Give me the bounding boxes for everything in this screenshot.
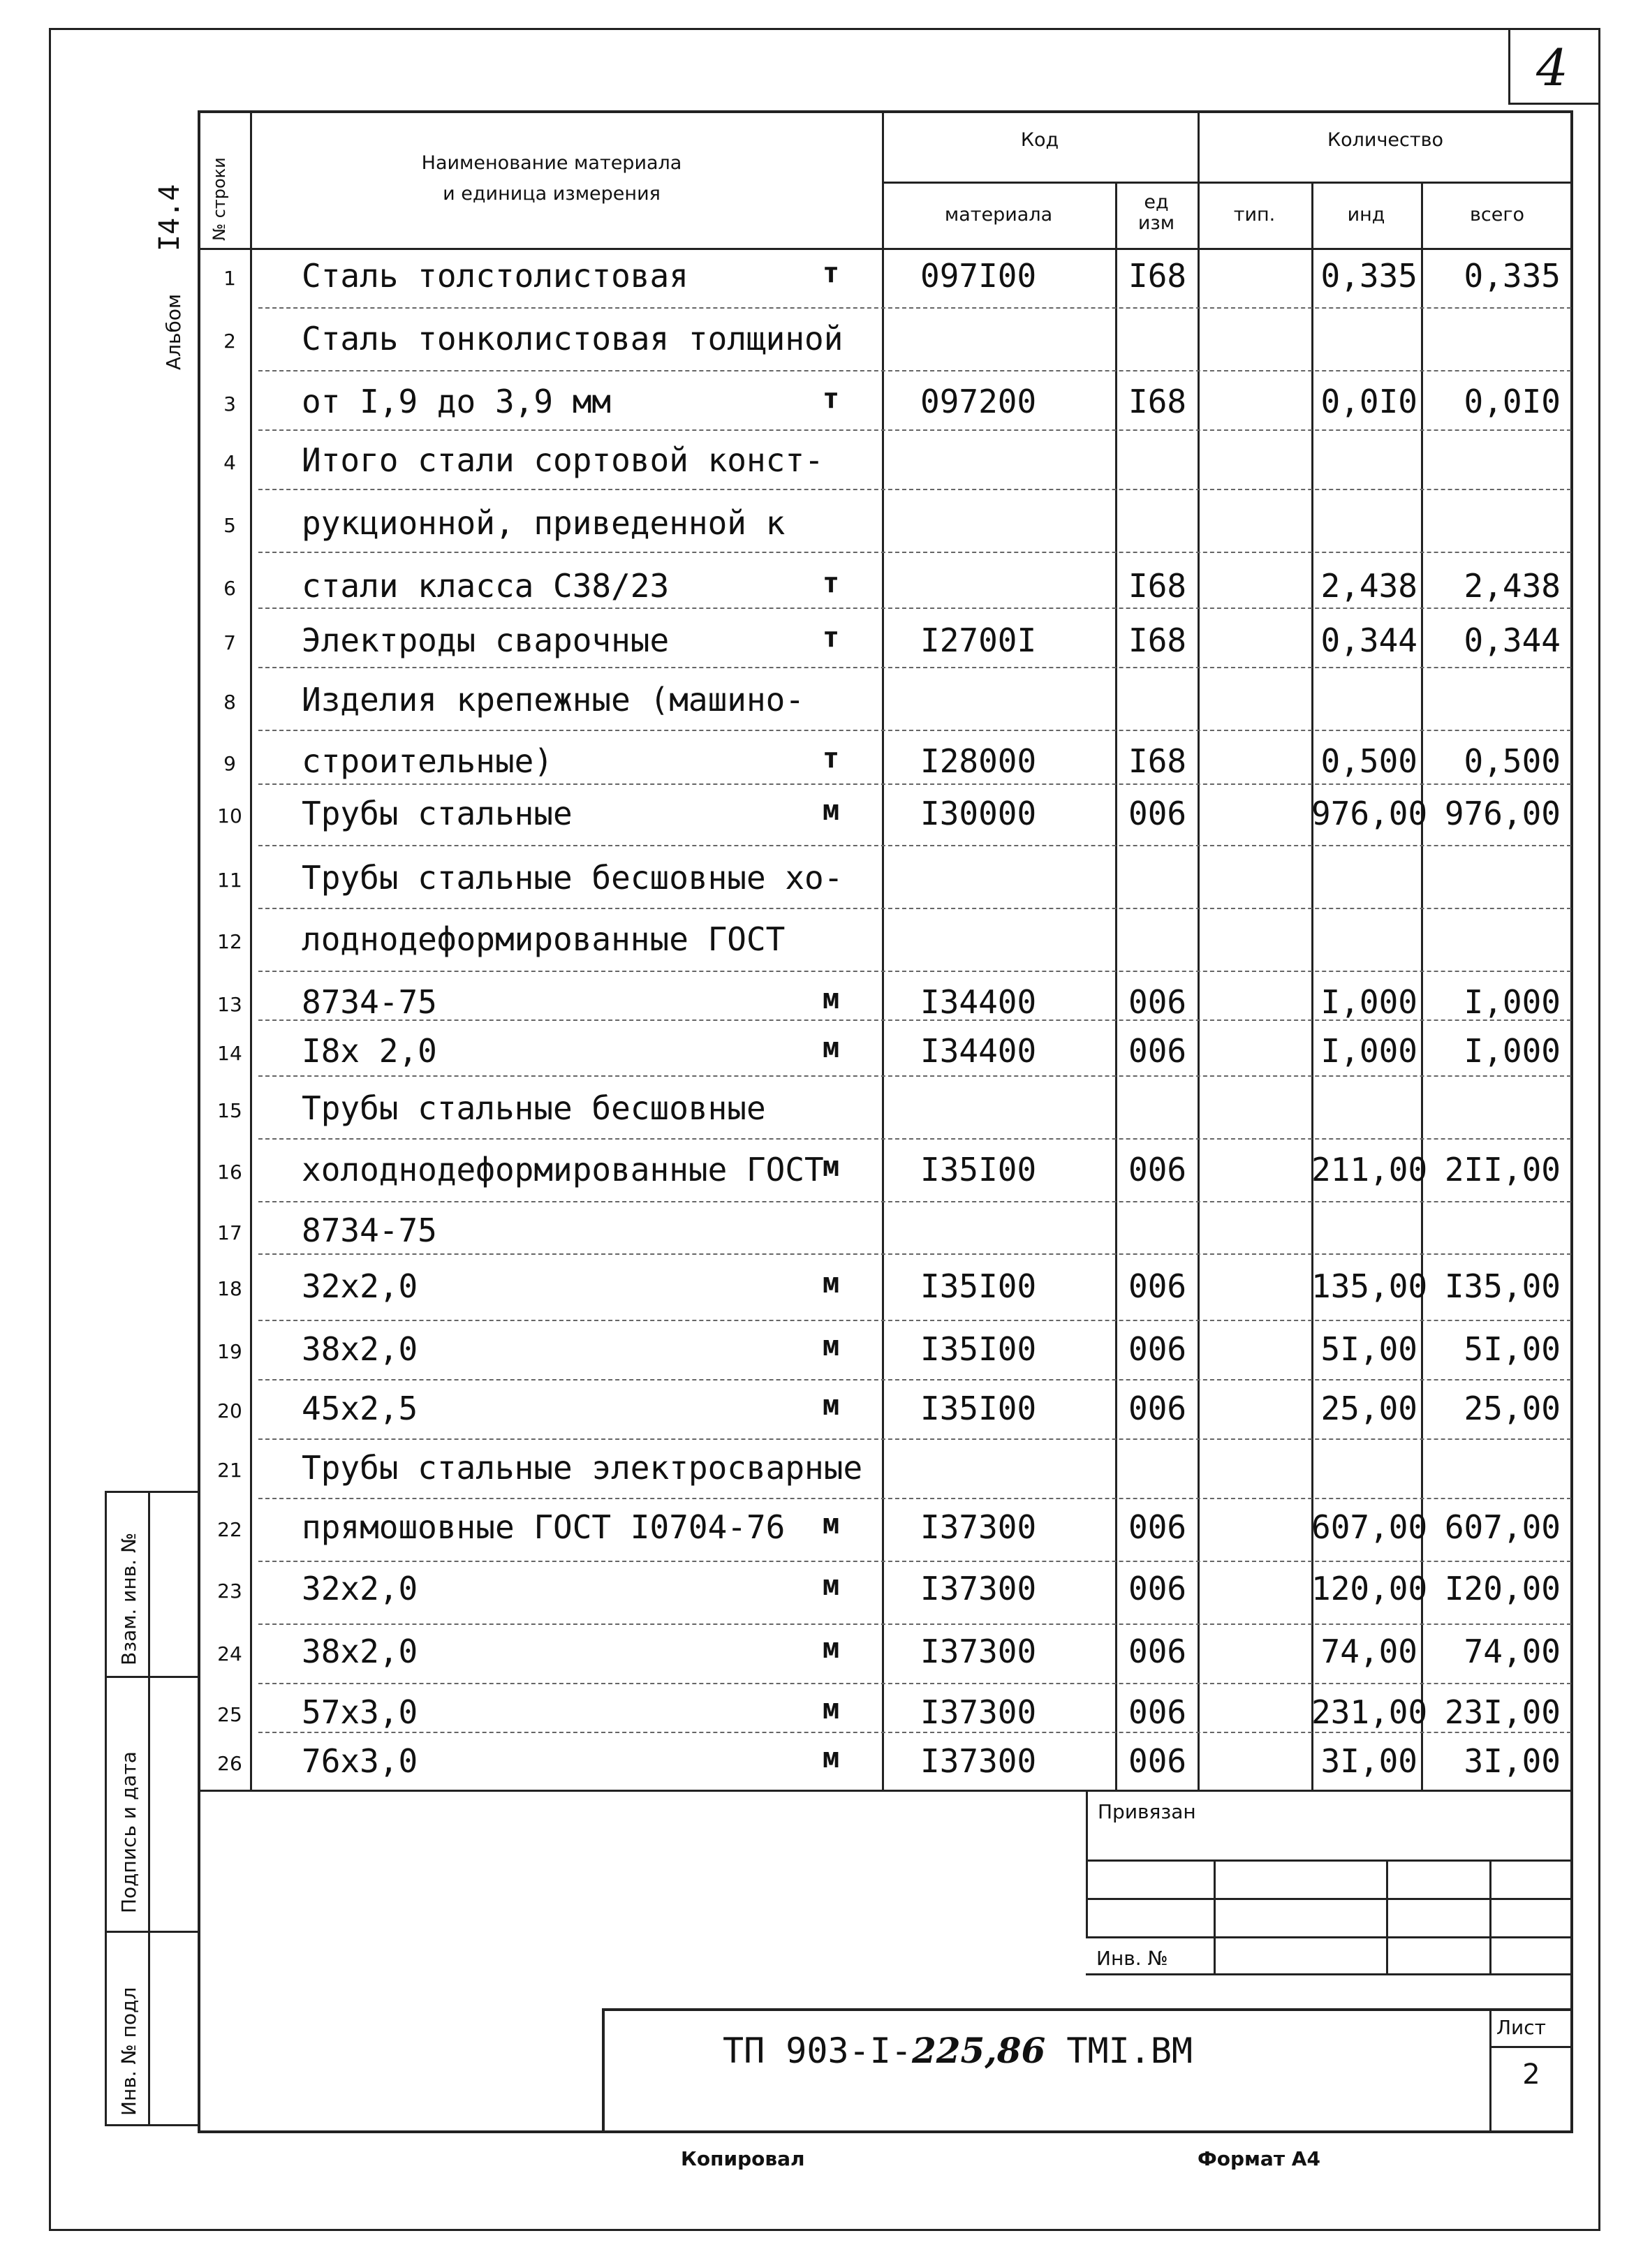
row-number: 26 <box>217 1752 242 1775</box>
material-name: прямошовные ГОСТ I0704-76 <box>302 1508 786 1546</box>
row-separator <box>258 1253 1571 1255</box>
material-unit: м <box>822 1570 840 1602</box>
quantity-total: 23I,00 <box>1444 1693 1561 1731</box>
material-code: I28000 <box>920 742 1037 780</box>
row-number: 4 <box>223 451 236 474</box>
document-code: ТП 903-I-225,86 ТМI.ВМ <box>723 2030 1193 2071</box>
material-name: 38х2,0 <box>302 1633 418 1670</box>
row-number: 5 <box>223 514 236 537</box>
quantity-total: 5I,00 <box>1464 1330 1561 1368</box>
row-separator <box>258 1623 1571 1625</box>
unit-code: 006 <box>1128 795 1187 832</box>
material-code: I37300 <box>920 1693 1037 1731</box>
quantity-ind: 74,00 <box>1320 1633 1417 1670</box>
code-header: Код <box>1020 129 1059 151</box>
row-number: 11 <box>217 869 242 892</box>
quantity-ind: 3I,00 <box>1320 1742 1417 1780</box>
material-code: I37300 <box>920 1742 1037 1780</box>
row-separator <box>258 845 1571 846</box>
row-number: 9 <box>223 752 236 775</box>
quantity-total: 0,0I0 <box>1464 383 1561 420</box>
material-name: 32х2,0 <box>302 1267 418 1305</box>
material-unit: т <box>822 742 840 774</box>
quantity-header: Количество <box>1327 129 1444 151</box>
row-separator <box>258 1683 1571 1684</box>
row-separator <box>258 552 1571 553</box>
quantity-ind: 0,500 <box>1320 742 1417 780</box>
material-code: I30000 <box>920 795 1037 832</box>
quantity-total: 2II,00 <box>1444 1151 1561 1188</box>
material-unit: т <box>822 621 840 654</box>
sheet-number: 4 <box>1536 38 1568 97</box>
quantity-total: 0,344 <box>1464 621 1561 659</box>
unit-code: 006 <box>1128 1267 1187 1305</box>
material-code: I37300 <box>920 1570 1037 1607</box>
quantity-total: I20,00 <box>1444 1570 1561 1607</box>
material-code: I35I00 <box>920 1267 1037 1305</box>
row-number: 3 <box>223 392 236 415</box>
material-code: I34400 <box>920 983 1037 1021</box>
row-number: 22 <box>217 1518 242 1541</box>
material-code: 097200 <box>920 383 1037 420</box>
row-separator <box>258 307 1571 309</box>
row-separator <box>258 1138 1571 1140</box>
unit-code: 006 <box>1128 983 1187 1021</box>
quantity-ind: 0,335 <box>1320 257 1417 295</box>
material-unit: м <box>822 1267 840 1299</box>
quantity-total: 607,00 <box>1444 1508 1561 1546</box>
total-header: всего <box>1469 204 1525 226</box>
row-separator <box>258 489 1571 490</box>
material-code: I34400 <box>920 1032 1037 1070</box>
material-unit: м <box>822 1390 840 1422</box>
material-name: 76х3,0 <box>302 1742 418 1780</box>
material-code-header: материала <box>944 204 1053 226</box>
row-separator <box>258 667 1571 668</box>
material-name: Электроды сварочные <box>302 621 670 659</box>
row-number: 13 <box>217 993 242 1016</box>
material-name: от I,9 до 3,9 мм <box>302 383 612 420</box>
quantity-total: 74,00 <box>1464 1633 1561 1670</box>
row-number: 18 <box>217 1277 242 1300</box>
row-number: 1 <box>223 267 236 290</box>
quantity-ind: 135,00 <box>1311 1267 1428 1305</box>
quantity-ind: I,000 <box>1320 1032 1417 1070</box>
material-name: 32х2,0 <box>302 1570 418 1607</box>
unit-code: 006 <box>1128 1508 1187 1546</box>
sheet-value: 2 <box>1522 2059 1540 2091</box>
material-unit: м <box>822 1032 840 1064</box>
quantity-total: 2,438 <box>1464 567 1561 605</box>
material-name: 8734-75 <box>302 983 437 1021</box>
row-number: 24 <box>217 1642 242 1665</box>
album-number: I4.4 <box>154 184 186 251</box>
material-code: I35I00 <box>920 1151 1037 1188</box>
material-name: лоднодеформированные ГОСТ <box>302 920 786 958</box>
unit-code: I68 <box>1128 383 1187 420</box>
quantity-total: 976,00 <box>1444 795 1561 832</box>
row-separator <box>258 783 1571 785</box>
material-name: холоднодеформированные ГОСТ <box>302 1151 824 1188</box>
material-unit: м <box>822 1330 840 1362</box>
row-separator <box>258 1201 1571 1202</box>
row-separator <box>258 1438 1571 1440</box>
material-name: Трубы стальные бесшовные хо- <box>302 859 844 897</box>
unit-code: 006 <box>1128 1151 1187 1188</box>
row-separator <box>258 1379 1571 1380</box>
signature-date-label: Подпись и дата <box>117 1751 140 1913</box>
row-separator <box>258 730 1571 731</box>
row-separator <box>258 1075 1571 1077</box>
row-separator <box>258 1498 1571 1499</box>
material-code: I37300 <box>920 1633 1037 1670</box>
quantity-total: 3I,00 <box>1464 1742 1561 1780</box>
material-unit: м <box>822 1633 840 1665</box>
material-code: I37300 <box>920 1508 1037 1546</box>
material-name: I8х 2,0 <box>302 1032 437 1070</box>
quantity-ind: 2,438 <box>1320 567 1417 605</box>
material-unit: м <box>822 1693 840 1725</box>
row-number: 8 <box>223 691 236 714</box>
quantity-total: I,000 <box>1464 1032 1561 1070</box>
material-name: 8734-75 <box>302 1212 437 1249</box>
material-unit: м <box>822 1151 840 1183</box>
row-separator <box>258 1732 1571 1733</box>
row-number: 19 <box>217 1340 242 1363</box>
material-unit: т <box>822 567 840 599</box>
unit-code: 006 <box>1128 1330 1187 1368</box>
row-number: 21 <box>217 1459 242 1482</box>
row-number: 14 <box>217 1042 242 1065</box>
quantity-ind: 231,00 <box>1311 1693 1428 1731</box>
row-number-header: № строки <box>209 157 229 241</box>
quantity-ind: 5I,00 <box>1320 1330 1417 1368</box>
ind-header: инд <box>1347 204 1385 226</box>
unit-code: 006 <box>1128 1693 1187 1731</box>
material-name: Сталь толстолистовая <box>302 257 688 295</box>
quantity-total: 0,500 <box>1464 742 1561 780</box>
unit-code: 006 <box>1128 1390 1187 1427</box>
quantity-ind: 976,00 <box>1311 795 1428 832</box>
unit-code: I68 <box>1128 567 1187 605</box>
material-name: Итого стали сортовой конст- <box>302 441 824 479</box>
material-name: 45х2,5 <box>302 1390 418 1427</box>
material-code: I35I00 <box>920 1330 1037 1368</box>
unit-code: I68 <box>1128 257 1187 295</box>
unit-code: 006 <box>1128 1633 1187 1670</box>
vzam-inv-label: Взам. инв. № <box>117 1532 140 1665</box>
unit-code: 006 <box>1128 1032 1187 1070</box>
row-separator <box>258 971 1571 972</box>
material-name: Сталь тонколистовая толщиной <box>302 320 844 358</box>
row-separator <box>258 1320 1571 1321</box>
material-name: 57х3,0 <box>302 1693 418 1731</box>
sheet-label: Лист <box>1496 2016 1546 2039</box>
row-number: 10 <box>217 804 242 827</box>
quantity-total: I,000 <box>1464 983 1561 1021</box>
material-name: Трубы стальные бесшовные <box>302 1089 766 1127</box>
material-name: Трубы стальные <box>302 795 573 832</box>
material-unit: т <box>822 257 840 289</box>
row-separator <box>258 429 1571 431</box>
quantity-ind: 120,00 <box>1311 1570 1428 1607</box>
material-name: Трубы стальные электросварные <box>302 1449 863 1487</box>
material-name: рукционной, приведенной к <box>302 504 786 542</box>
row-number: 15 <box>217 1099 242 1122</box>
format-label: Формат А4 <box>1198 2147 1320 2170</box>
material-name: Изделия крепежные (машино- <box>302 681 805 719</box>
row-number: 7 <box>223 631 236 654</box>
row-separator <box>258 608 1571 609</box>
row-number: 6 <box>223 577 236 600</box>
quantity-total: 25,00 <box>1464 1390 1561 1427</box>
material-name: стали класса С38/23 <box>302 567 670 605</box>
material-code: I35I00 <box>920 1390 1037 1427</box>
row-number: 2 <box>223 330 236 353</box>
quantity-total: I35,00 <box>1444 1267 1561 1305</box>
quantity-total: 0,335 <box>1464 257 1561 295</box>
row-number: 16 <box>217 1161 242 1184</box>
row-number: 20 <box>217 1399 242 1422</box>
material-unit: м <box>822 1742 840 1774</box>
row-number: 17 <box>217 1221 242 1244</box>
attached-label: Привязан <box>1098 1800 1196 1823</box>
row-number: 25 <box>217 1703 242 1726</box>
unit-header: ед изм <box>1137 191 1175 234</box>
unit-code: 006 <box>1128 1742 1187 1780</box>
material-name: 38х2,0 <box>302 1330 418 1368</box>
inv-no-label: Инв. № <box>1096 1947 1168 1970</box>
row-separator <box>258 1561 1571 1562</box>
material-code: I2700I <box>920 621 1037 659</box>
row-number: 23 <box>217 1580 242 1603</box>
material-unit: м <box>822 795 840 827</box>
quantity-ind: 0,344 <box>1320 621 1417 659</box>
quantity-ind: 607,00 <box>1311 1508 1428 1546</box>
unit-code: I68 <box>1128 742 1187 780</box>
row-separator <box>258 370 1571 371</box>
quantity-ind: 25,00 <box>1320 1390 1417 1427</box>
material-unit: м <box>822 983 840 1015</box>
quantity-ind: I,000 <box>1320 983 1417 1021</box>
inv-original-label: Инв. № подл <box>117 1987 140 2116</box>
material-code: 097I00 <box>920 257 1037 295</box>
material-unit: т <box>822 383 840 415</box>
name-header-line1: Наименование материала <box>421 152 682 174</box>
row-separator <box>258 908 1571 909</box>
name-header-line2: и единица измерения <box>443 183 661 205</box>
unit-code: I68 <box>1128 621 1187 659</box>
copied-label: Копировал <box>681 2147 805 2170</box>
album-label: Альбом <box>162 293 185 370</box>
typ-header: тип. <box>1233 204 1276 226</box>
material-name: строительные) <box>302 742 554 780</box>
material-unit: м <box>822 1508 840 1540</box>
row-number: 12 <box>217 930 242 953</box>
quantity-ind: 211,00 <box>1311 1151 1428 1188</box>
unit-code: 006 <box>1128 1570 1187 1607</box>
quantity-ind: 0,0I0 <box>1320 383 1417 420</box>
